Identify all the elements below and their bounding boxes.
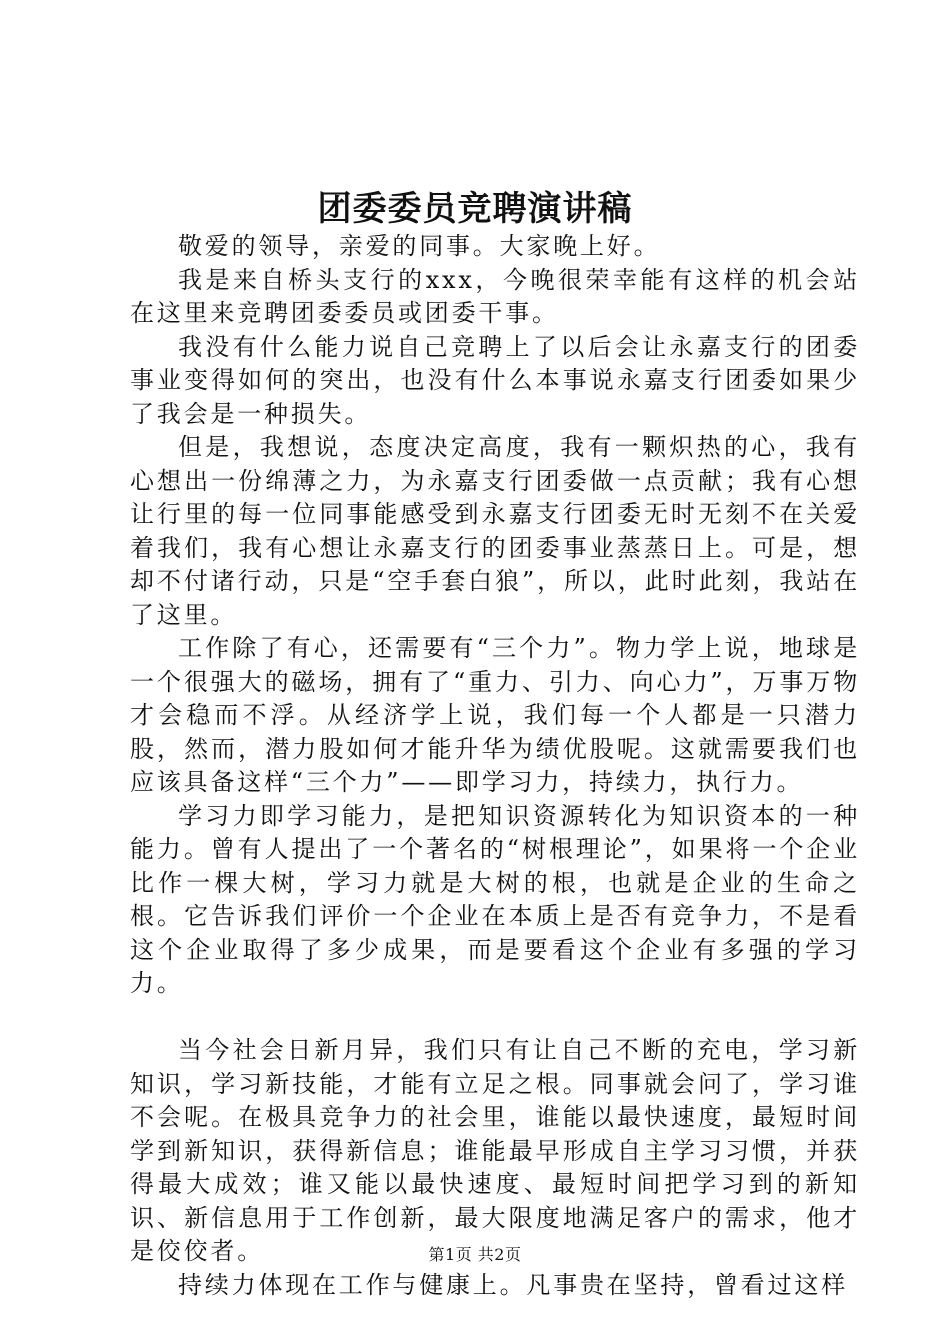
paragraph-modesty: 我没有什么能力说自己竞聘上了以后会让永嘉支行的团委事业变得如何的突出，也没有什么本事说永嘉支行团委如果少了我会是一种损失。 — [130, 332, 860, 428]
document-body — [130, 230, 860, 1302]
paragraph-persistence: 持续力体现在工作与健康上。凡事贵在坚持，曾看过这样 — [178, 1270, 848, 1299]
paragraph-three-forces: 工作除了有心，还需要有“三个力”。物力学上说，地球是一个很强大的磁场，拥有了“重力、引力、向心力”，万事万物才会稳而不浮。从经济学上说，我们每一个人都是一只潜力股，然而，潜力股如何才能升华为绩优股呢。这就需要我们也应该具备这样“三个力”——即学习力，持续力，执行力。 — [130, 634, 860, 796]
paragraph-attitude: 但是，我想说，态度决定高度，我有一颗炽热的心，我有心想出一份绵薄之力，为永嘉支行团委做一点贡献；我有心想让行里的每一位同事能感受到永嘉支行团委无时无刻不在关爱着我们，我有心想让永嘉支行的团委事业蒸蒸日上。可是，想却不付诸行动，只是“空手套白狼”，所以，此时此刻，我站在了这里。 — [130, 433, 860, 629]
page-footer: 第1页 共2页 — [428, 1245, 522, 1264]
document-title: 团委委员竞聘演讲稿 — [317, 189, 633, 229]
paragraph-greeting: 敬爱的领导，亲爱的同事。大家晚上好。 — [178, 232, 661, 260]
paragraph-spacer — [130, 1001, 860, 1035]
paragraph-continuous-learning: 当今社会日新月异，我们只有让自己不断的充电，学习新知识，学习新技能，才能有立足之根。同事就会问了，学习谁不会呢。在极具竞争力的社会里，谁能以最快速度，最短时间学到新知识，获得新信息；谁能最早形成自主学习习惯，并获得最大成效；谁又能以最快速度、最短时间把学习到的新知识、新信息用于工作创新，最大限度地满足客户的需求，他才是佼佼者。 — [130, 1036, 860, 1265]
paragraph-introduction: 我是来自桥头支行的xxx，今晚很荣幸能有这样的机会站在这里来竞聘团委委员或团委干事。 — [130, 265, 860, 327]
paragraph-learning-ability: 学习力即学习能力，是把知识资源转化为知识资本的一种能力。曾有人提出了一个著名的“树根理论”，如果将一个企业比作一棵大树，学习力就是大树的根，也就是企业的生命之根。它告诉我们评价一个企业在本质上是否有竞争力，不是看这个企业取得了多少成果，而是要看这个企业有多强的学习力。 — [130, 801, 860, 997]
